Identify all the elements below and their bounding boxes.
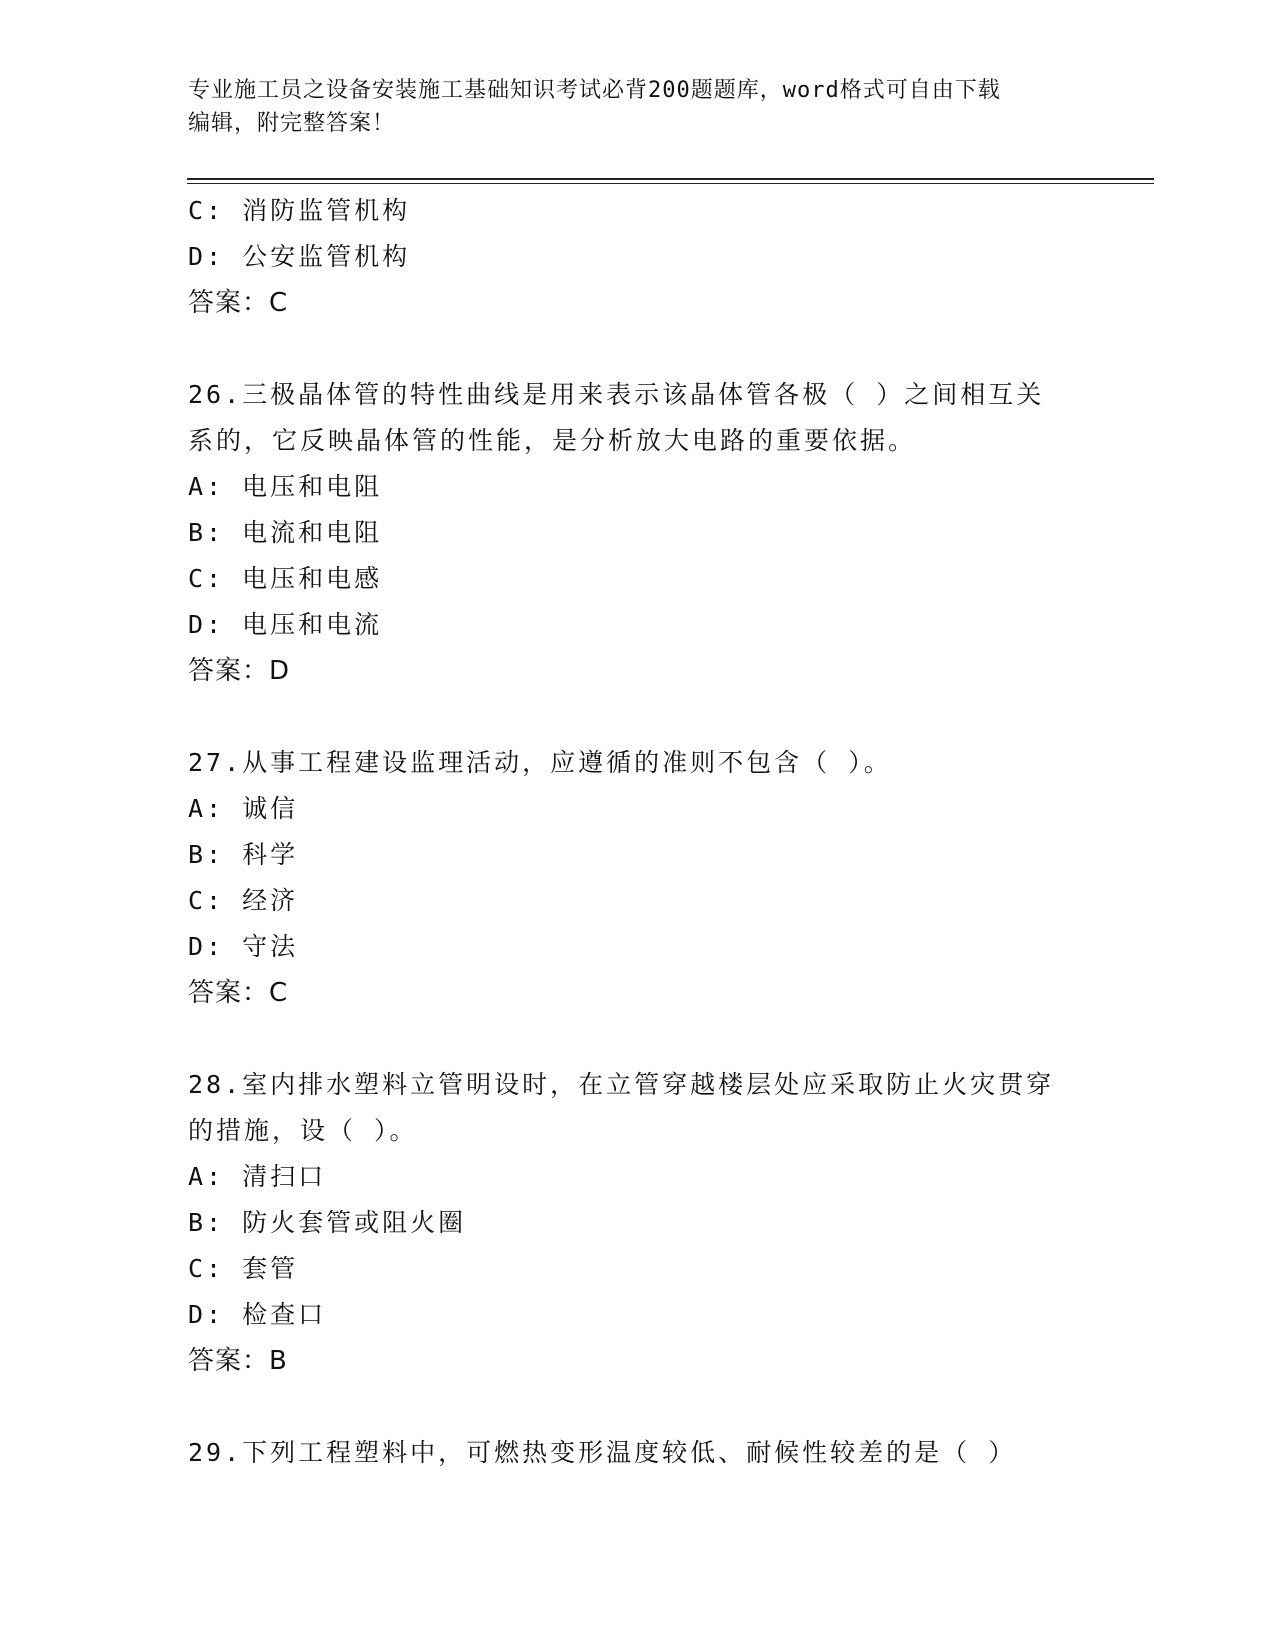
question-stem: 29.下列工程塑料中，可燃热变形温度较低、耐候性较差的是（ ） bbox=[188, 1438, 1017, 1467]
question-stem: 28.室内排水塑料立管明设时，在立管穿越楼层处应采取防止火灾贯穿 bbox=[188, 1070, 1055, 1099]
answer-line: 答案：D bbox=[188, 656, 291, 686]
spacer bbox=[188, 694, 1088, 740]
header-divider-thick bbox=[187, 178, 1154, 180]
question-29 bbox=[188, 1430, 1088, 1476]
header-divider-thin bbox=[187, 183, 1154, 184]
option-a: A: 清扫口 bbox=[188, 1162, 327, 1191]
option-c: C: 套管 bbox=[188, 1254, 299, 1283]
option-d: D: 守法 bbox=[188, 932, 299, 961]
option-a: A: 诚信 bbox=[188, 794, 299, 823]
option-a: A: 电压和电阻 bbox=[188, 472, 383, 501]
option-c: C: 经济 bbox=[188, 886, 299, 915]
question-stem: 27.从事工程建设监理活动，应遵循的准则不包含（ ）。 bbox=[188, 748, 892, 777]
question-26 bbox=[188, 372, 1088, 694]
option-b: B: 电流和电阻 bbox=[188, 518, 383, 547]
option-b: B: 防火套管或阻火圈 bbox=[188, 1208, 467, 1237]
question-25-tail bbox=[188, 188, 1088, 326]
question-stem-continued: 的措施，设（ ）。 bbox=[188, 1116, 418, 1145]
option-c: C: 消防监管机构 bbox=[188, 196, 411, 225]
option-d: D: 公安监管机构 bbox=[188, 242, 411, 271]
question-stem-continued: 系的，它反映晶体管的性能，是分析放大电路的重要依据。 bbox=[188, 426, 917, 455]
question-28 bbox=[188, 1062, 1088, 1384]
document-header bbox=[188, 74, 1088, 140]
question-stem: 26.三极晶体管的特性曲线是用来表示该晶体管各极（ ）之间相互关 bbox=[188, 380, 1045, 409]
answer-line: 答案：B bbox=[188, 1346, 288, 1376]
answer-line: 答案：C bbox=[188, 288, 289, 318]
answer-line: 答案：C bbox=[188, 978, 289, 1008]
question-27 bbox=[188, 740, 1088, 1016]
option-d: D: 电压和电流 bbox=[188, 610, 383, 639]
spacer bbox=[188, 1384, 1088, 1430]
spacer bbox=[188, 1016, 1088, 1062]
question-list bbox=[188, 188, 1088, 1476]
spacer bbox=[188, 326, 1088, 372]
option-b: B: 科学 bbox=[188, 840, 299, 869]
option-c: C: 电压和电感 bbox=[188, 564, 383, 593]
option-d: D: 检查口 bbox=[188, 1300, 327, 1329]
header-line-2: 编辑，附完整答案！ bbox=[188, 111, 396, 136]
header-line-1: 专业施工员之设备安装施工基础知识考试必背200题题库，word格式可自由下载 bbox=[188, 78, 1001, 103]
